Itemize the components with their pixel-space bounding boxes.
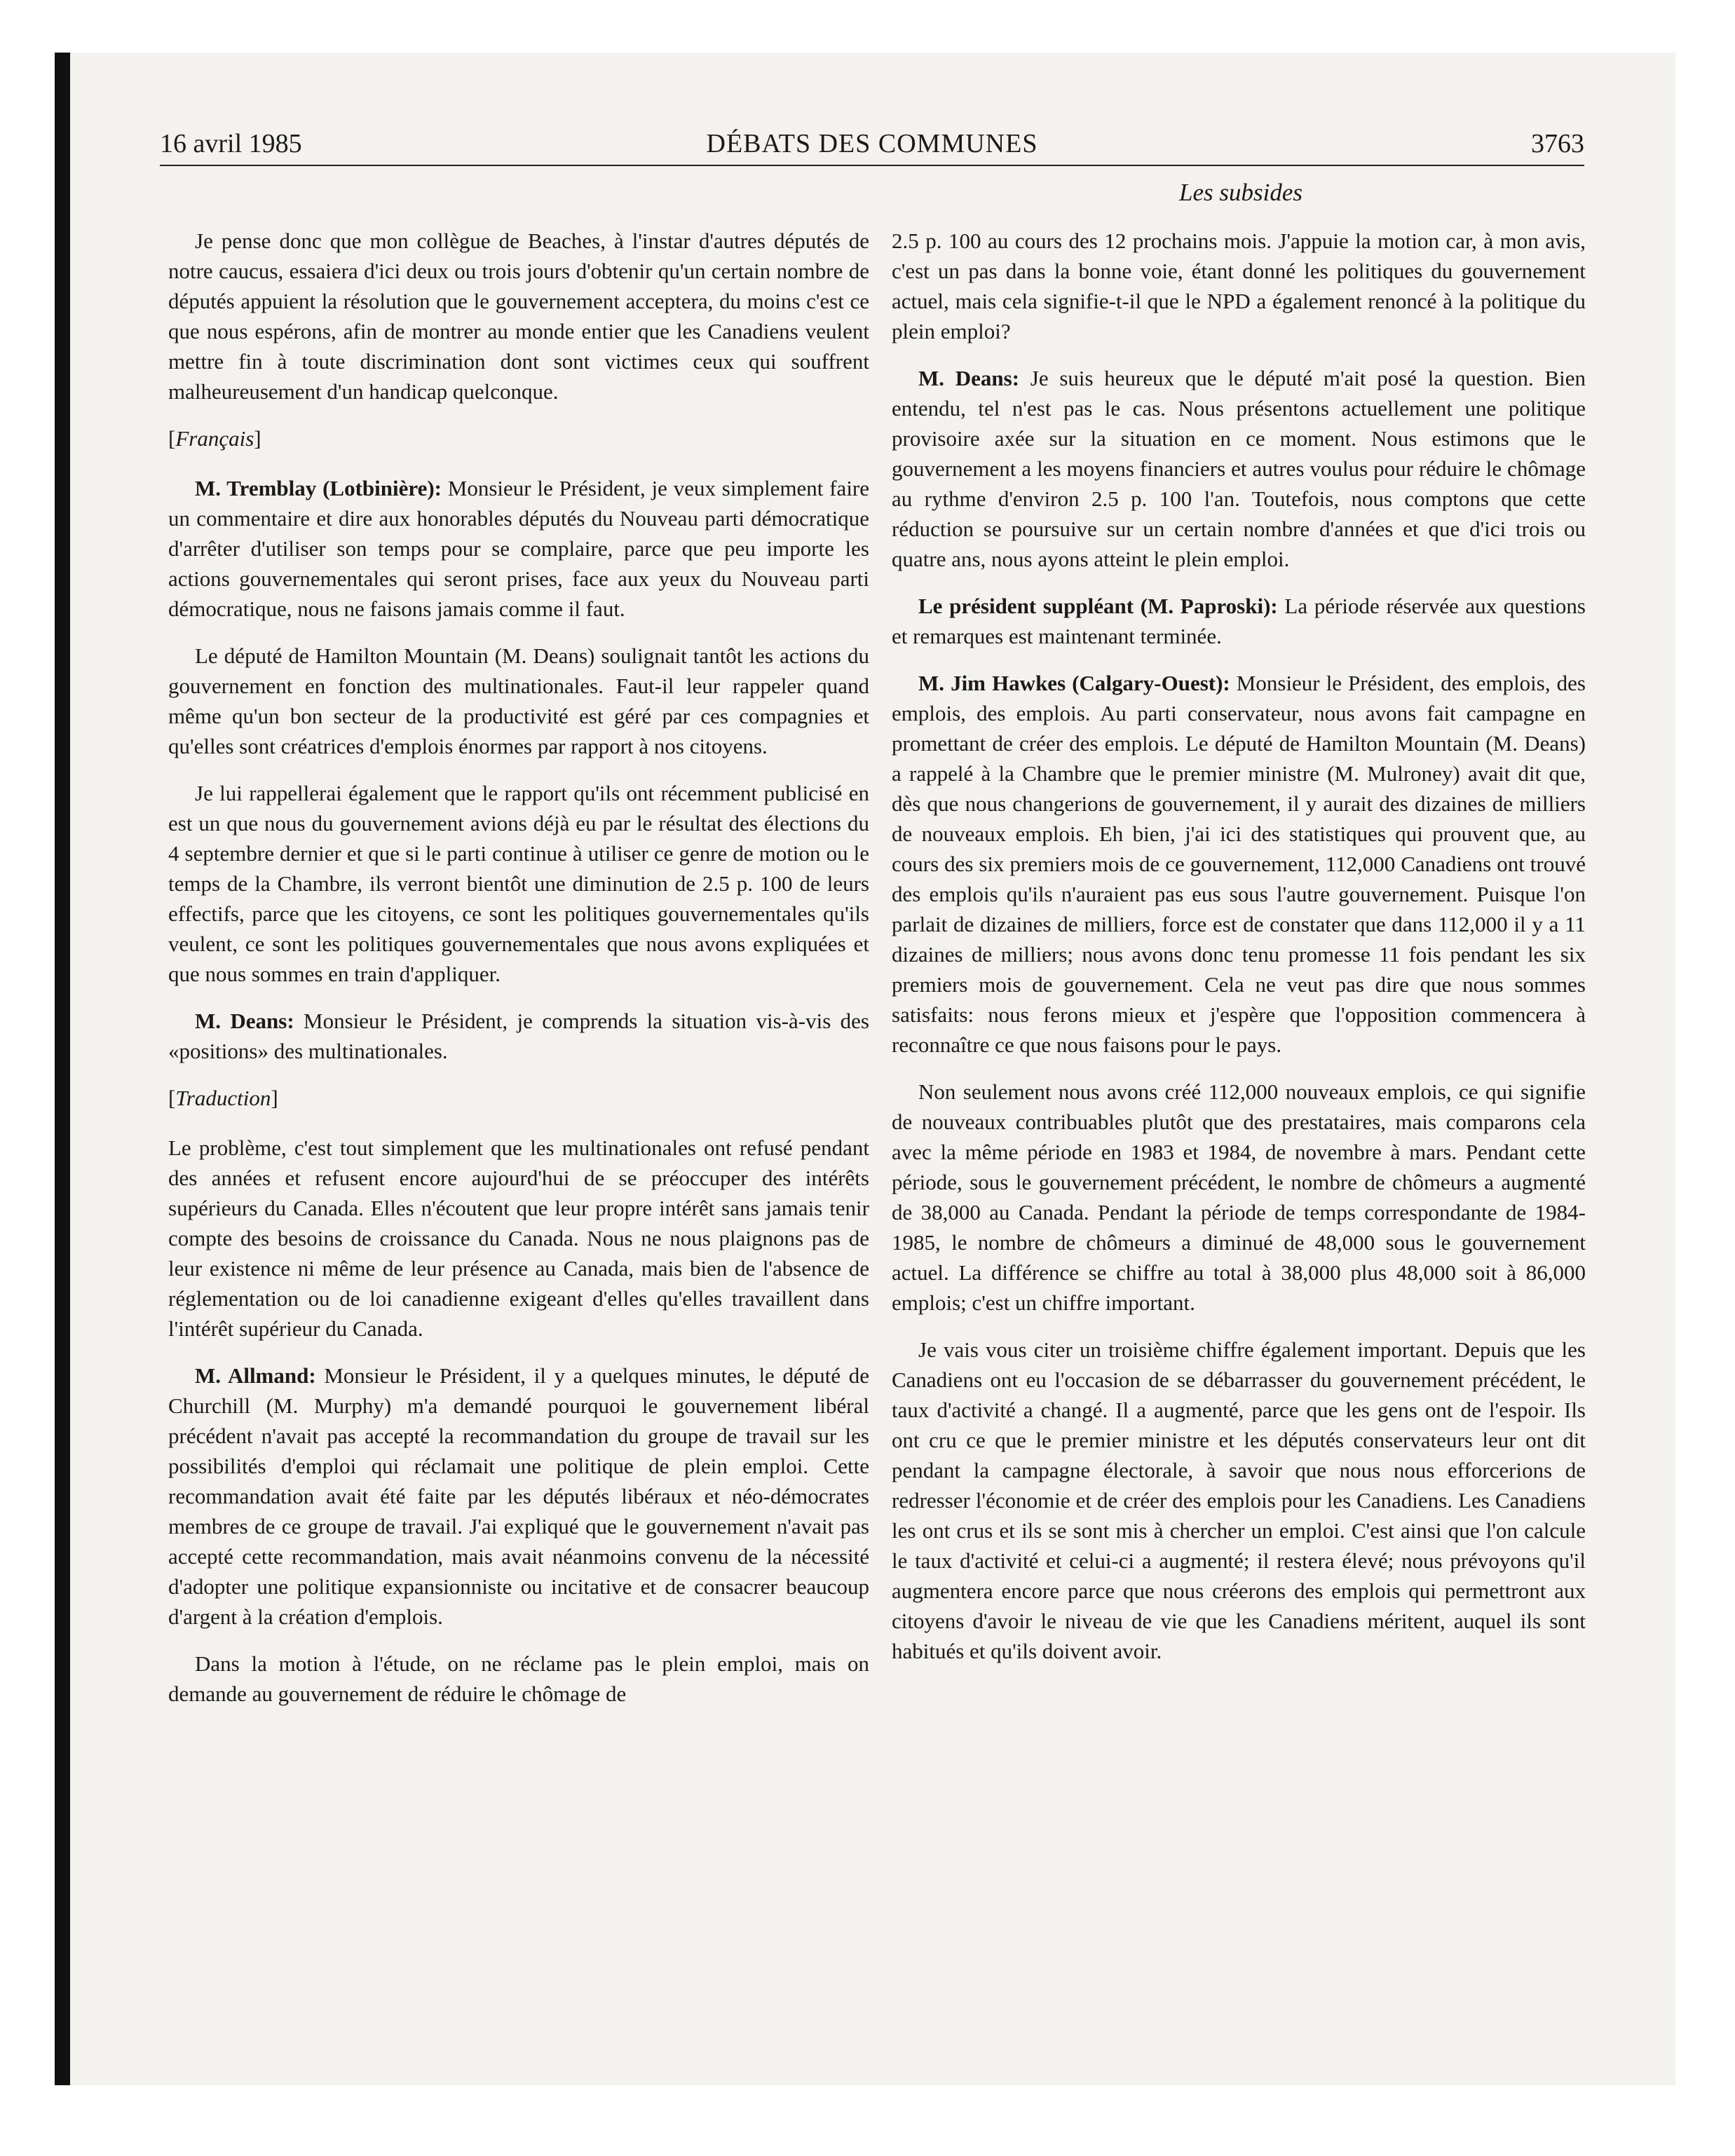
speaker-name: M. Tremblay (Lotbinière): [195, 476, 442, 500]
speaker-name: M. Deans: [918, 366, 1020, 390]
section-subtitle: Les subsides [1179, 179, 1302, 206]
left-column [168, 226, 869, 1726]
paragraph: Le problème, c'est tout simplement que les multinationales ont refusé pendant des années et refusent encore aujourd'hui de se préoccuper des intérêts supérieurs du Canada. Elles n'écoutent que leur propre intérêt sans jamais tenir compte des besoins de croissance du Canada. Nous ne nous plaignons pas de leur existence ni même de leur présence au Canada, mais bien de l'absence de réglementation ou de loi canadienne exigeant d'elles qu'elles travaillent dans l'intérêt supérieur du Canada. [168, 1135, 869, 1341]
running-header [160, 128, 1584, 168]
paragraph: M. Allmand: Monsieur le Président, il y a quelques minutes, le député de Churchill (M. Murphy) m'a demandé pourquoi le gouvernement libéral précédent n'avait pas accepté la recommandation du groupe de travail sur les possibilités d'emploi qui réclamait une politique de plein emploi. Cette recommandation avait été faite par les députés libéraux et néo-démocrates membres de ce groupe de travail. J'ai expliqué que le gouvernement n'avait pas accepté cette recommandation, mais avait néanmoins convenu de la nécessité d'adopter une politique expansionniste ou incitative et de consacrer beaucoup d'argent à la création d'emplois. [168, 1363, 870, 1629]
scan-edge-bar [55, 53, 70, 2085]
paragraph: Le député de Hamilton Mountain (M. Deans) soulignait tantôt les actions du gouvernement en fonction des multinationales. Faut-il leur rappeler quand même qu'un bon secteur de la productivité est géré par ces compagnies et qu'elles sont créatrices d'emplois énormes par rapport à nos citoyens. [168, 643, 869, 758]
paragraph: M. Jim Hawkes (Calgary-Ouest): Monsieur le Président, des emplois, des emplois, des emplois. Au parti conservateur, nous avons fait campagne en promettant de créer des emplois. Le député de Hamilton Mountain (M. Deans) a rappelé à la Chambre que le premier ministre (M. Mulroney) avait dit que, dès que nous changerions de gouvernement, il y aurait des dizaines de milliers de nouveaux emplois. Eh bien, j'ai ici des statistiques qui prouvent que, au cours des six premiers mois de ce gouvernement, 112,000 Canadiens ont trouvé des emplois qu'ils n'auraient pas eus sous l'autre gouvernement. Puisque l'on parlait de dizaines de milliers, force est de constater que dans 112,000 il y a 11 dizaines de milliers; nous avons donc tenu promesse 11 fois pendant les six premiers mois de gouvernement. Cela ne veut pas dire que nous sommes satisfaits: nous ferons mieux et j'espère que l'opposition commencera à reconnaître ce que nous faisons pour le pays. [892, 671, 1586, 1057]
language-marker: [Français] [168, 426, 261, 451]
paragraph: Je vais vous citer un troisième chiffre également important. Depuis que les Canadiens ont eu l'occasion de se débarrasser du gouvernement précédent, le taux d'activité a changé. Il a augmenté, parce que les gens ont de l'espoir. Ils ont cru ce que le premier ministre et les députés conservateurs leur ont dit pendant la campagne électorale, à savoir que nous nous efforcerions de redresser l'économie et de créer des emplois pour les Canadiens. Les Canadiens les ont crus et ils se sont mis à chercher un emploi. C'est ainsi que l'on calcule le taux d'activité et celui-ci a augmenté; il restera élevé; nous prévoyons qu'il augmentera encore parce que nous créerons des emplois qui permettront aux citoyens d'avoir le niveau de vie que les Canadiens méritent, auquel ils sont habitués et qu'ils doivent avoir. [892, 1337, 1586, 1663]
speaker-name: M. Jim Hawkes (Calgary-Ouest): [918, 671, 1230, 695]
paragraph: Le président suppléant (M. Paproski): La période réservée aux questions et remarques est maintenant terminée. [892, 594, 1586, 648]
right-column [892, 226, 1586, 1683]
paragraph: Dans la motion à l'étude, on ne réclame pas le plein emploi, mais on demande au gouvernement de réduire le chômage de [168, 1651, 869, 1706]
header-date: 16 avril 1985 [160, 129, 302, 158]
language-marker: [Traduction] [168, 1086, 278, 1110]
paragraph: Je lui rappellerai également que le rapport qu'ils ont récemment publicisé en est un que nous du gouvernement avions déjà eu par le résultat des élections du 4 septembre dernier et que si le parti continue à utiliser ce genre de motion ou le temps de la Chambre, ils verront bientôt une diminution de 2.5 p. 100 de leurs effectifs, parce que les citoyens, ce sont les politiques gouvernementales qu'ils veulent, ce sont les politiques gouvernementales que nous avons expliquées et que nous sommes en train d'appliquer. [168, 781, 869, 986]
speaker-name: M. Allmand: [195, 1363, 316, 1388]
paragraph: 2.5 p. 100 au cours des 12 prochains mois. J'appuie la motion car, à mon avis, c'est un pas dans la bonne voie, étant donné les politiques du gouvernement actuel, mais cela signifie-t-il que le NPD a également renoncé à la politique du plein emploi? [892, 228, 1586, 343]
speaker-name: M. Deans: [195, 1009, 294, 1033]
header-title: DÉBATS DES COMMUNES [706, 129, 1038, 158]
header-rule [160, 165, 1584, 166]
speaker-name: Le président suppléant (M. Paproski): [918, 594, 1278, 618]
page-number: 3763 [1531, 129, 1584, 158]
paragraph: Non seulement nous avons créé 112,000 nouveaux emplois, ce qui signifie de nouveaux contribuables plutôt que des prestataires, mais comparons cela avec la même période en 1983 et 1984, de novembre à mars. Pendant cette période, sous le gouvernement précédent, le nombre de chômeurs a augmenté de 38,000 au Canada. Pendant la période de temps correspondante de 1984-1985, le nombre de chômeurs a diminué de 48,000 sous le gouvernement actuel. La différence se chiffre au total à 38,000 plus 48,000 soit à 86,000 emplois; c'est un chiffre important. [892, 1079, 1586, 1315]
paragraph: Je pense donc que mon collègue de Beaches, à l'instar d'autres députés de notre caucus, essaiera d'ici deux ou trois jours d'obtenir qu'un certain nombre de députés appuient la résolution que le gouvernement acceptera, du moins c'est ce que nous espérons, afin de montrer au monde entier que les Canadiens veulent mettre fin à toute discrimination dont sont victimes ceux qui souffrent malheureusement d'un handicap quelconque. [168, 228, 869, 404]
paragraph: M. Deans: Je suis heureux que le député m'ait posé la question. Bien entendu, tel n'est pas le cas. Nous présentons actuellement une politique provisoire axée sur la situation en ce moment. Nous estimons que le gouvernement a les moyens financiers et autres voulus pour réduire le chômage au rythme d'environ 2.5 p. 100 l'an. Toutefois, nous comptons que cette réduction se poursuive sur un certain nombre d'années et que d'ici trois ou quatre ans, nous ayons atteint le plein emploi. [892, 366, 1586, 571]
paragraph: M. Tremblay (Lotbinière): Monsieur le Président, je veux simplement faire un commentaire et dire aux honorables députés du Nouveau parti démocratique d'arrêter d'utiliser son temps pour se complaire, parce que peu importe les actions gouvernementales qui seront prises, face aux yeux du Nouveau parti démocratique, nous ne faisons jamais comme il faut. [168, 476, 870, 621]
paragraph: M. Deans: Monsieur le Président, je comprends la situation vis-à-vis des «positions» des multinationales. [168, 1009, 869, 1063]
